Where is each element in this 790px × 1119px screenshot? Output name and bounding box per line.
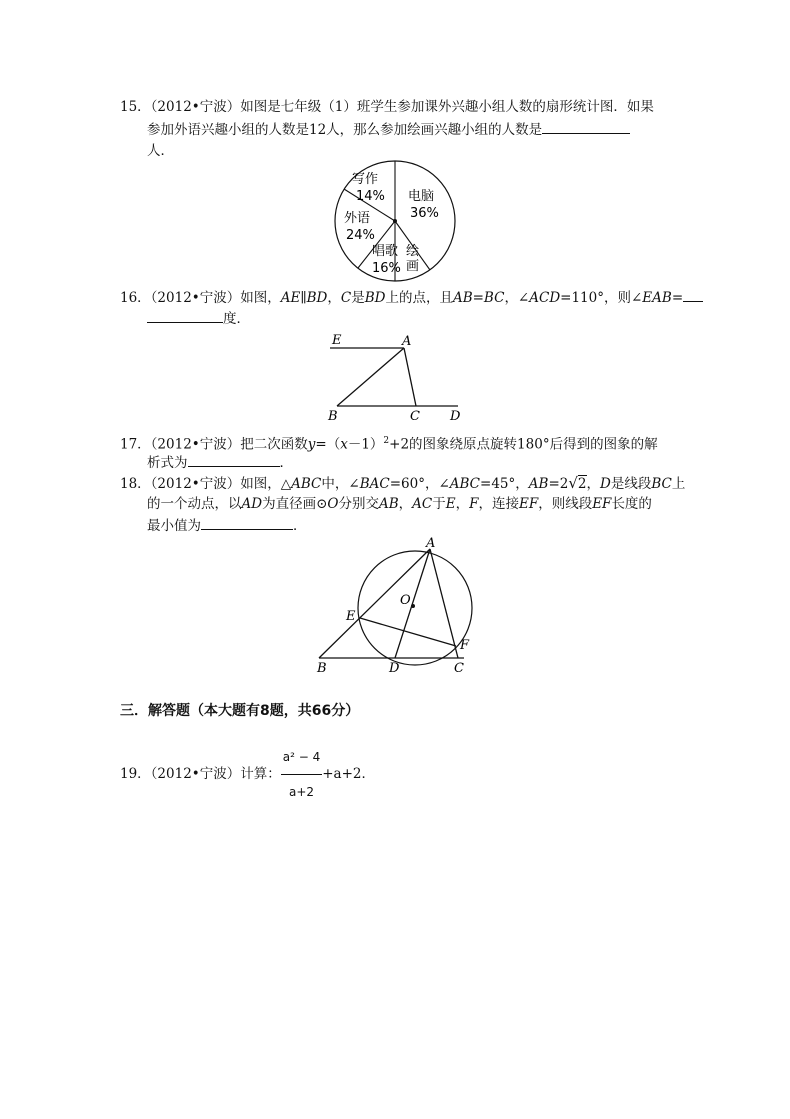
q17-line1: 17．（2012•宁波）把二次函数$y=(x-1)^2+2$的图象绕原点旋转180°后得到的图象的解 — [120, 436, 658, 453]
q16-line2: 度． — [147, 308, 250, 329]
figure-18 — [312, 536, 482, 676]
sqrt-sign: √ — [568, 474, 578, 492]
answer-blank — [542, 119, 630, 134]
label-c: C — [410, 409, 420, 424]
pie-chart — [330, 158, 460, 284]
pie-label-drawing-a: 绘 — [406, 244, 420, 259]
q18-line1: 18．（2012•宁波）如图，△ABC中，∠BAC=60°，∠ABC=45°，AB=2√2，D是线段BC上 — [120, 474, 686, 492]
label-f: F — [460, 638, 470, 653]
pie-label-writing: 写作 — [352, 172, 379, 187]
pie-label-foreign: 外语 — [344, 211, 371, 226]
figure-16 — [322, 330, 472, 424]
label-d: D — [389, 661, 400, 676]
label-e: E — [346, 609, 356, 624]
segment-ac — [404, 348, 416, 406]
label-o: O — [400, 593, 411, 608]
pie-label-singing: 唱歌 — [372, 244, 399, 259]
segment-ef — [360, 618, 456, 646]
pie-label-drawing-b: 画 — [406, 259, 420, 274]
center-o — [411, 604, 415, 608]
label-c: C — [454, 661, 464, 676]
segment-ab — [337, 348, 404, 406]
segment-ac — [430, 549, 458, 658]
q18-line2: 的一个动点，以AD为直径画⊙O分别交AB，AC于E，F，连接EF，则线段EF长度的 — [147, 496, 652, 512]
segment-ba — [319, 549, 430, 658]
label-b: B — [317, 661, 327, 676]
q15-line3: 人． — [147, 143, 174, 159]
label-d: D — [450, 409, 461, 424]
q15-line1: 15．（2012•宁波）如图是七年级（1）班学生参加课外兴趣小组人数的扇形统计图．如果 — [120, 99, 654, 115]
label-a: A — [426, 536, 436, 551]
label-b: B — [328, 409, 338, 424]
section-title: 三．解答题（本大题有8题，共66分） — [120, 703, 360, 719]
q18-line3: 最小值为 ． — [147, 515, 307, 536]
pie-label-computer: 电脑 — [408, 189, 435, 204]
answer-blank — [683, 287, 703, 302]
q17-line2: 析式为 ． — [147, 452, 293, 473]
answer-blank — [147, 308, 223, 323]
pie-pct-foreign: 24% — [346, 228, 375, 243]
label-a: A — [402, 334, 412, 349]
pie-center — [393, 219, 397, 223]
fraction: $\frac{\text{a² − 4}}{a+2}$ — [281, 740, 322, 809]
answer-blank — [188, 452, 280, 467]
pie-pct-singing: 16% — [372, 261, 401, 276]
answer-blank — [201, 515, 293, 530]
q16-line1: 16．（2012•宁波）如图，AE∥BD，C是BD上的点，且AB=BC，∠ACD=110°，则∠EAB= — [120, 287, 703, 308]
pie-pct-writing: 14% — [356, 189, 385, 204]
pie-pct-computer: 36% — [410, 206, 439, 221]
q19-line: 19．（2012•宁波）计算： $\frac{\text{a² − 4}}{a+2}$ +a+2． — [120, 740, 375, 809]
q15-line2: 参加外语兴趣小组的人数是12人，那么参加绘画兴趣小组的人数是 — [147, 119, 630, 140]
label-e: E — [332, 333, 342, 348]
